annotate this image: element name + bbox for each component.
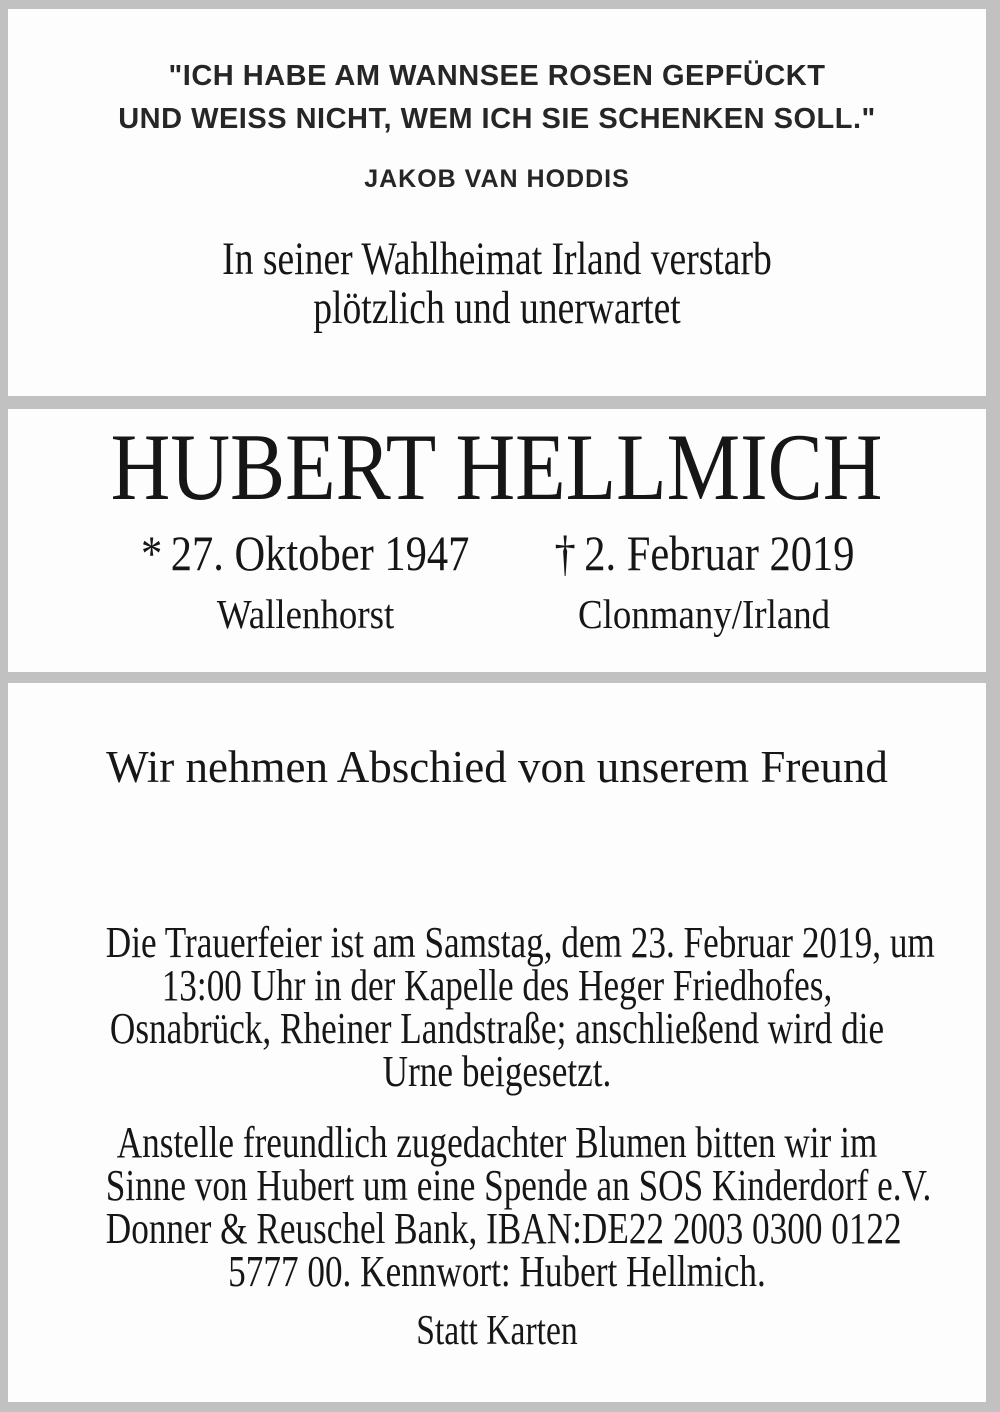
intro-line-1: In seiner Wahlheimat Irland verstarb: [222, 233, 772, 285]
quote-block: [8, 9, 986, 141]
quote-author: JAKOB VAN HODDIS: [364, 165, 630, 193]
intro-line-2: plötzlich und unerwartet: [313, 282, 681, 334]
service-line: Osnabrück, Rheiner Landstraße; anschließend wird die: [109, 1004, 885, 1053]
birth-star-symbol: *: [141, 525, 163, 581]
service-paragraph: [105, 918, 935, 1096]
donation-line: Donner & Reuschel Bank, IBAN:DE22 2003 0300 0122: [105, 1204, 902, 1253]
dates-row: [8, 525, 986, 581]
birth-date: [106, 525, 505, 581]
death-cross-symbol: †: [554, 525, 576, 581]
birth-place: Wallenhorst: [216, 591, 395, 637]
quote-line-1: "ICH HABE AM WANNSEE ROSEN GEPFÜCKT: [168, 60, 826, 92]
quote-line-2: UND WEISS NICHT, WEM ICH SIE SCHENKEN SOLL.": [118, 103, 876, 135]
death-place: Clonmany/Irland: [578, 591, 831, 637]
service-line: Die Trauerfeier ist am Samstag, dem 23. Februar 2019, um: [105, 918, 935, 967]
service-line: Urne beigesetzt.: [382, 1047, 612, 1096]
donation-line: Anstelle freundlich zugedachter Blumen bitten wir im: [116, 1118, 878, 1167]
donation-line: Sinne von Hubert um eine Spende an SOS Kinderdorf e.V.: [105, 1161, 932, 1210]
intro-block: [106, 235, 888, 333]
farewell-line: Wir nehmen Abschied von unserem Freund: [106, 742, 888, 792]
service-line: 13:00 Uhr in der Kapelle des Heger Friedhofes,: [161, 961, 833, 1010]
donation-paragraph: [105, 1118, 932, 1296]
places-row: [8, 590, 986, 638]
death-date-text: 2. Februar 2019: [584, 525, 855, 581]
deceased-name: HUBERT HELLMICH: [111, 414, 883, 520]
birth-date-text: 27. Oktober 1947: [171, 525, 470, 581]
name-panel: [8, 409, 986, 672]
details-panel: [8, 683, 986, 1402]
quote-panel: [8, 9, 986, 396]
closing-line: Statt Karten: [416, 1308, 578, 1354]
donation-line: 5777 00. Kennwort: Hubert Hellmich.: [228, 1247, 766, 1296]
death-date: [505, 525, 904, 581]
